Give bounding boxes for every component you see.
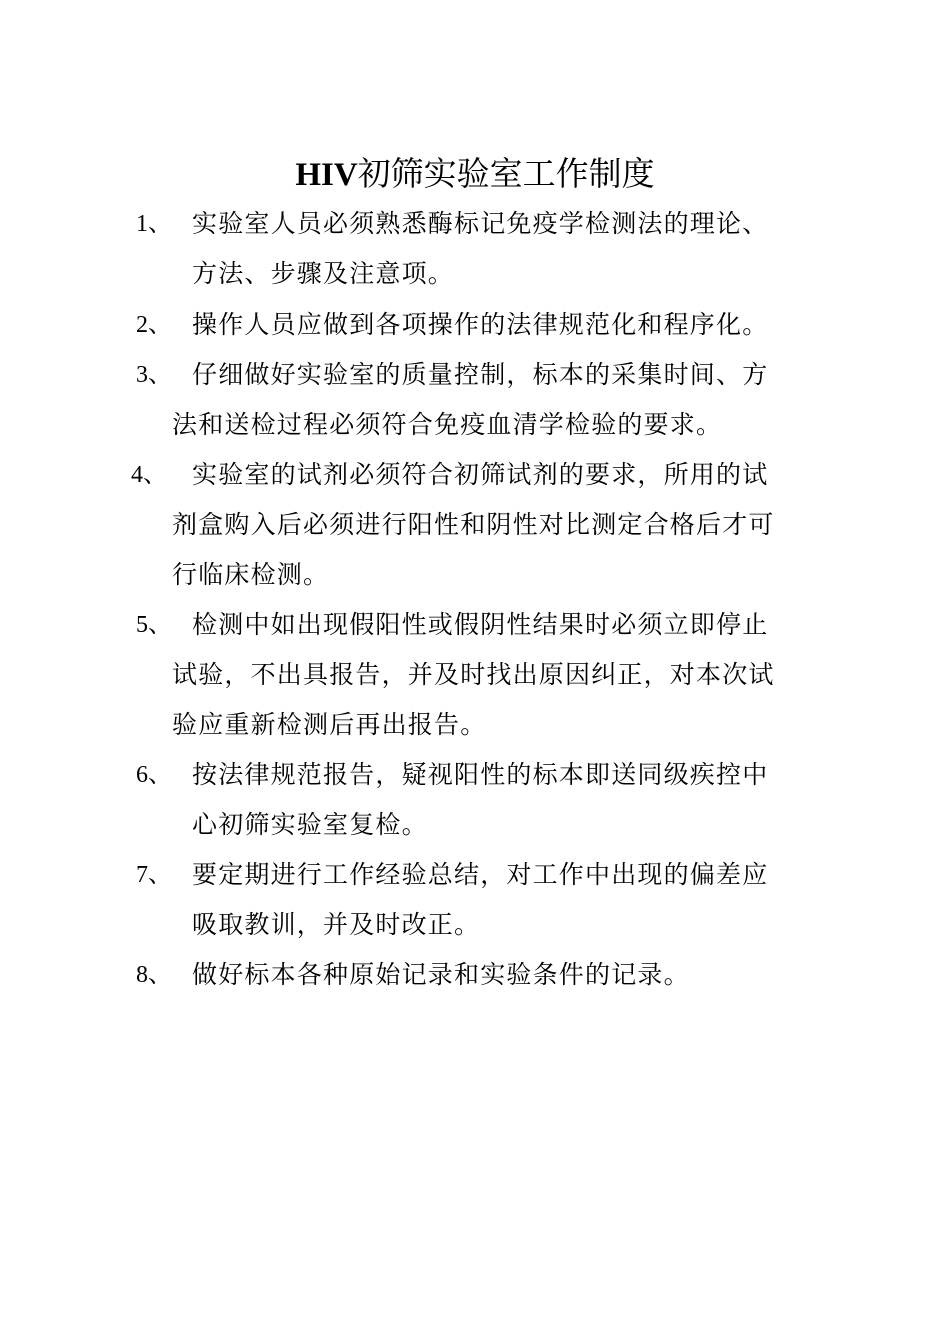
item-number: 1、: [136, 211, 172, 237]
title-latin: HIV: [295, 157, 358, 193]
item-text-line: 方法、步骤及注意项。: [192, 259, 455, 288]
item-number: 8、: [136, 962, 172, 988]
item-text-line: 行临床检测。: [172, 560, 330, 589]
item-number: 3、: [136, 362, 172, 388]
item-number: 2、: [136, 312, 172, 338]
item-text-line: 仔细做好实验室的质量控制，标本的采集时间、方: [192, 360, 769, 389]
item-number: 6、: [136, 762, 172, 788]
item-number: 5、: [136, 612, 172, 638]
item-text-line: 试验，不出具报告，并及时找出原因纠正，对本次试: [172, 660, 775, 689]
item-text-line: 心初筛实验室复检。: [192, 810, 428, 839]
item-number: 7、: [136, 862, 172, 888]
item-text-line: 操作人员应做到各项操作的法律规范化和程序化。: [192, 310, 769, 339]
item-text-line: 法和送检过程必须符合免疫血清学检验的要求。: [172, 410, 723, 439]
item-text-line: 做好标本各种原始记录和实验条件的记录。: [192, 960, 690, 989]
item-text-line: 按法律规范报告，疑视阳性的标本即送同级疾控中: [192, 760, 769, 789]
title-cjk: 初筛实验室工作制度: [357, 154, 655, 193]
item-text-line: 要定期进行工作经验总结，对工作中出现的偏差应: [192, 860, 769, 889]
item-number: 4、: [131, 462, 167, 488]
document-title: [0, 152, 950, 197]
item-text-line: 实验室人员必须熟悉酶标记免疫学检测法的理论、: [192, 209, 769, 238]
item-text-line: 实验室的试剂必须符合初筛试剂的要求，所用的试: [192, 460, 769, 489]
item-text-line: 验应重新检测后再出报告。: [172, 710, 487, 739]
item-text-line: 吸取教训，并及时改正。: [192, 910, 481, 939]
item-text-line: 检测中如出现假阳性或假阴性结果时必须立即停止: [192, 610, 769, 639]
item-text-line: 剂盒购入后必须进行阳性和阴性对比测定合格后才可: [172, 510, 775, 539]
